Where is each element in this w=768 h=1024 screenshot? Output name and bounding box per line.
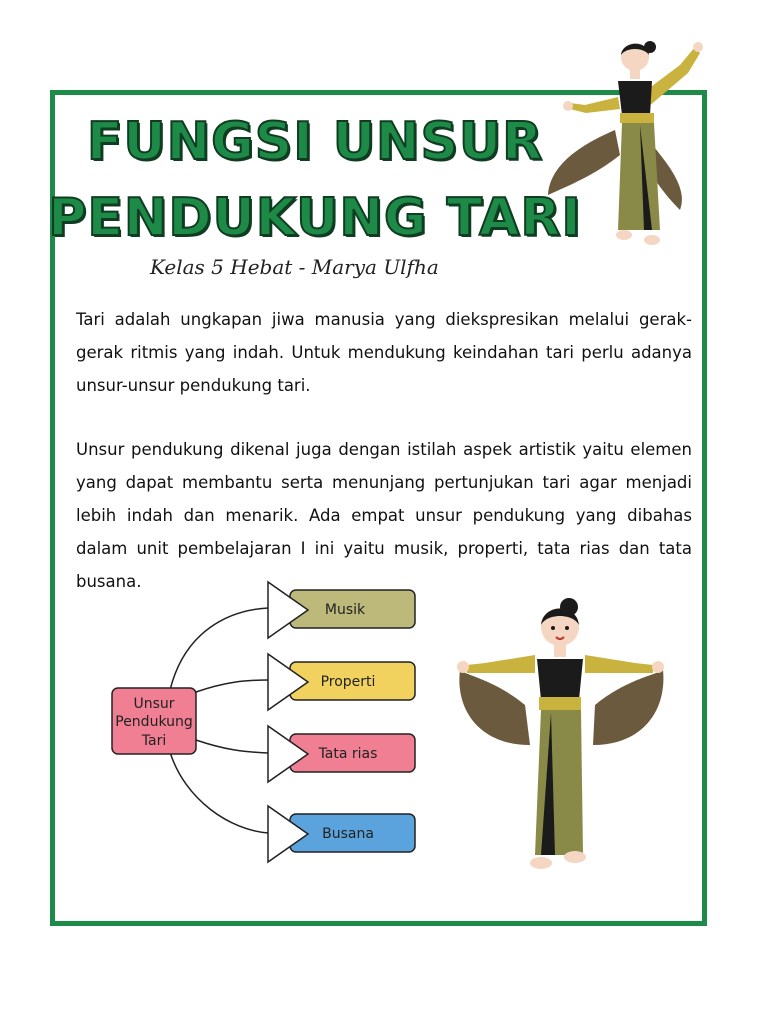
diagram-branch-tata-rias: [268, 726, 415, 782]
center-label-line-2: Pendukung: [115, 714, 193, 730]
title-line-1: FUNGSI UNSUR: [86, 112, 544, 172]
title-line-2: PENDUKUNG TARI: [48, 188, 582, 248]
diagram-branch-properti: [268, 654, 415, 710]
diagram-center-node: [112, 688, 196, 754]
dancer-center-illustration: [455, 595, 670, 880]
branch-label: Tata rias: [318, 746, 378, 762]
branch-label: Musik: [324, 602, 366, 618]
center-label-line-1: Unsur: [133, 696, 175, 712]
diagram-branch-busana: [268, 806, 415, 862]
subtitle-author: Kelas 5 Hebat - Marya Ulfha: [150, 255, 439, 279]
diagram-branch-musik: [268, 582, 415, 638]
branch-label: Properti: [320, 674, 376, 690]
paragraph-elements: Unsur pendukung dikenal juga dengan istilah aspek artistik yaitu elemen yang dapat membantu serta menunjang pertunjukan tari agar menjadi lebih indah dan menarik. Ada empat unsur pendukung yang dibahas dalam unit pembelajaran I ini yaitu musik, properti, tata rias dan tata busana.: [76, 440, 692, 591]
center-label-line-3: Tari: [141, 733, 167, 749]
paragraph-intro: Tari adalah ungkapan jiwa manusia yang diekspresikan melalui gerak-gerak ritmis yang indah. Untuk mendukung keindahan tari perlu adanya unsur-unsur pendukung tari.: [76, 310, 692, 395]
dancer-top-illustration: [540, 35, 710, 255]
branch-label: Busana: [322, 826, 374, 842]
